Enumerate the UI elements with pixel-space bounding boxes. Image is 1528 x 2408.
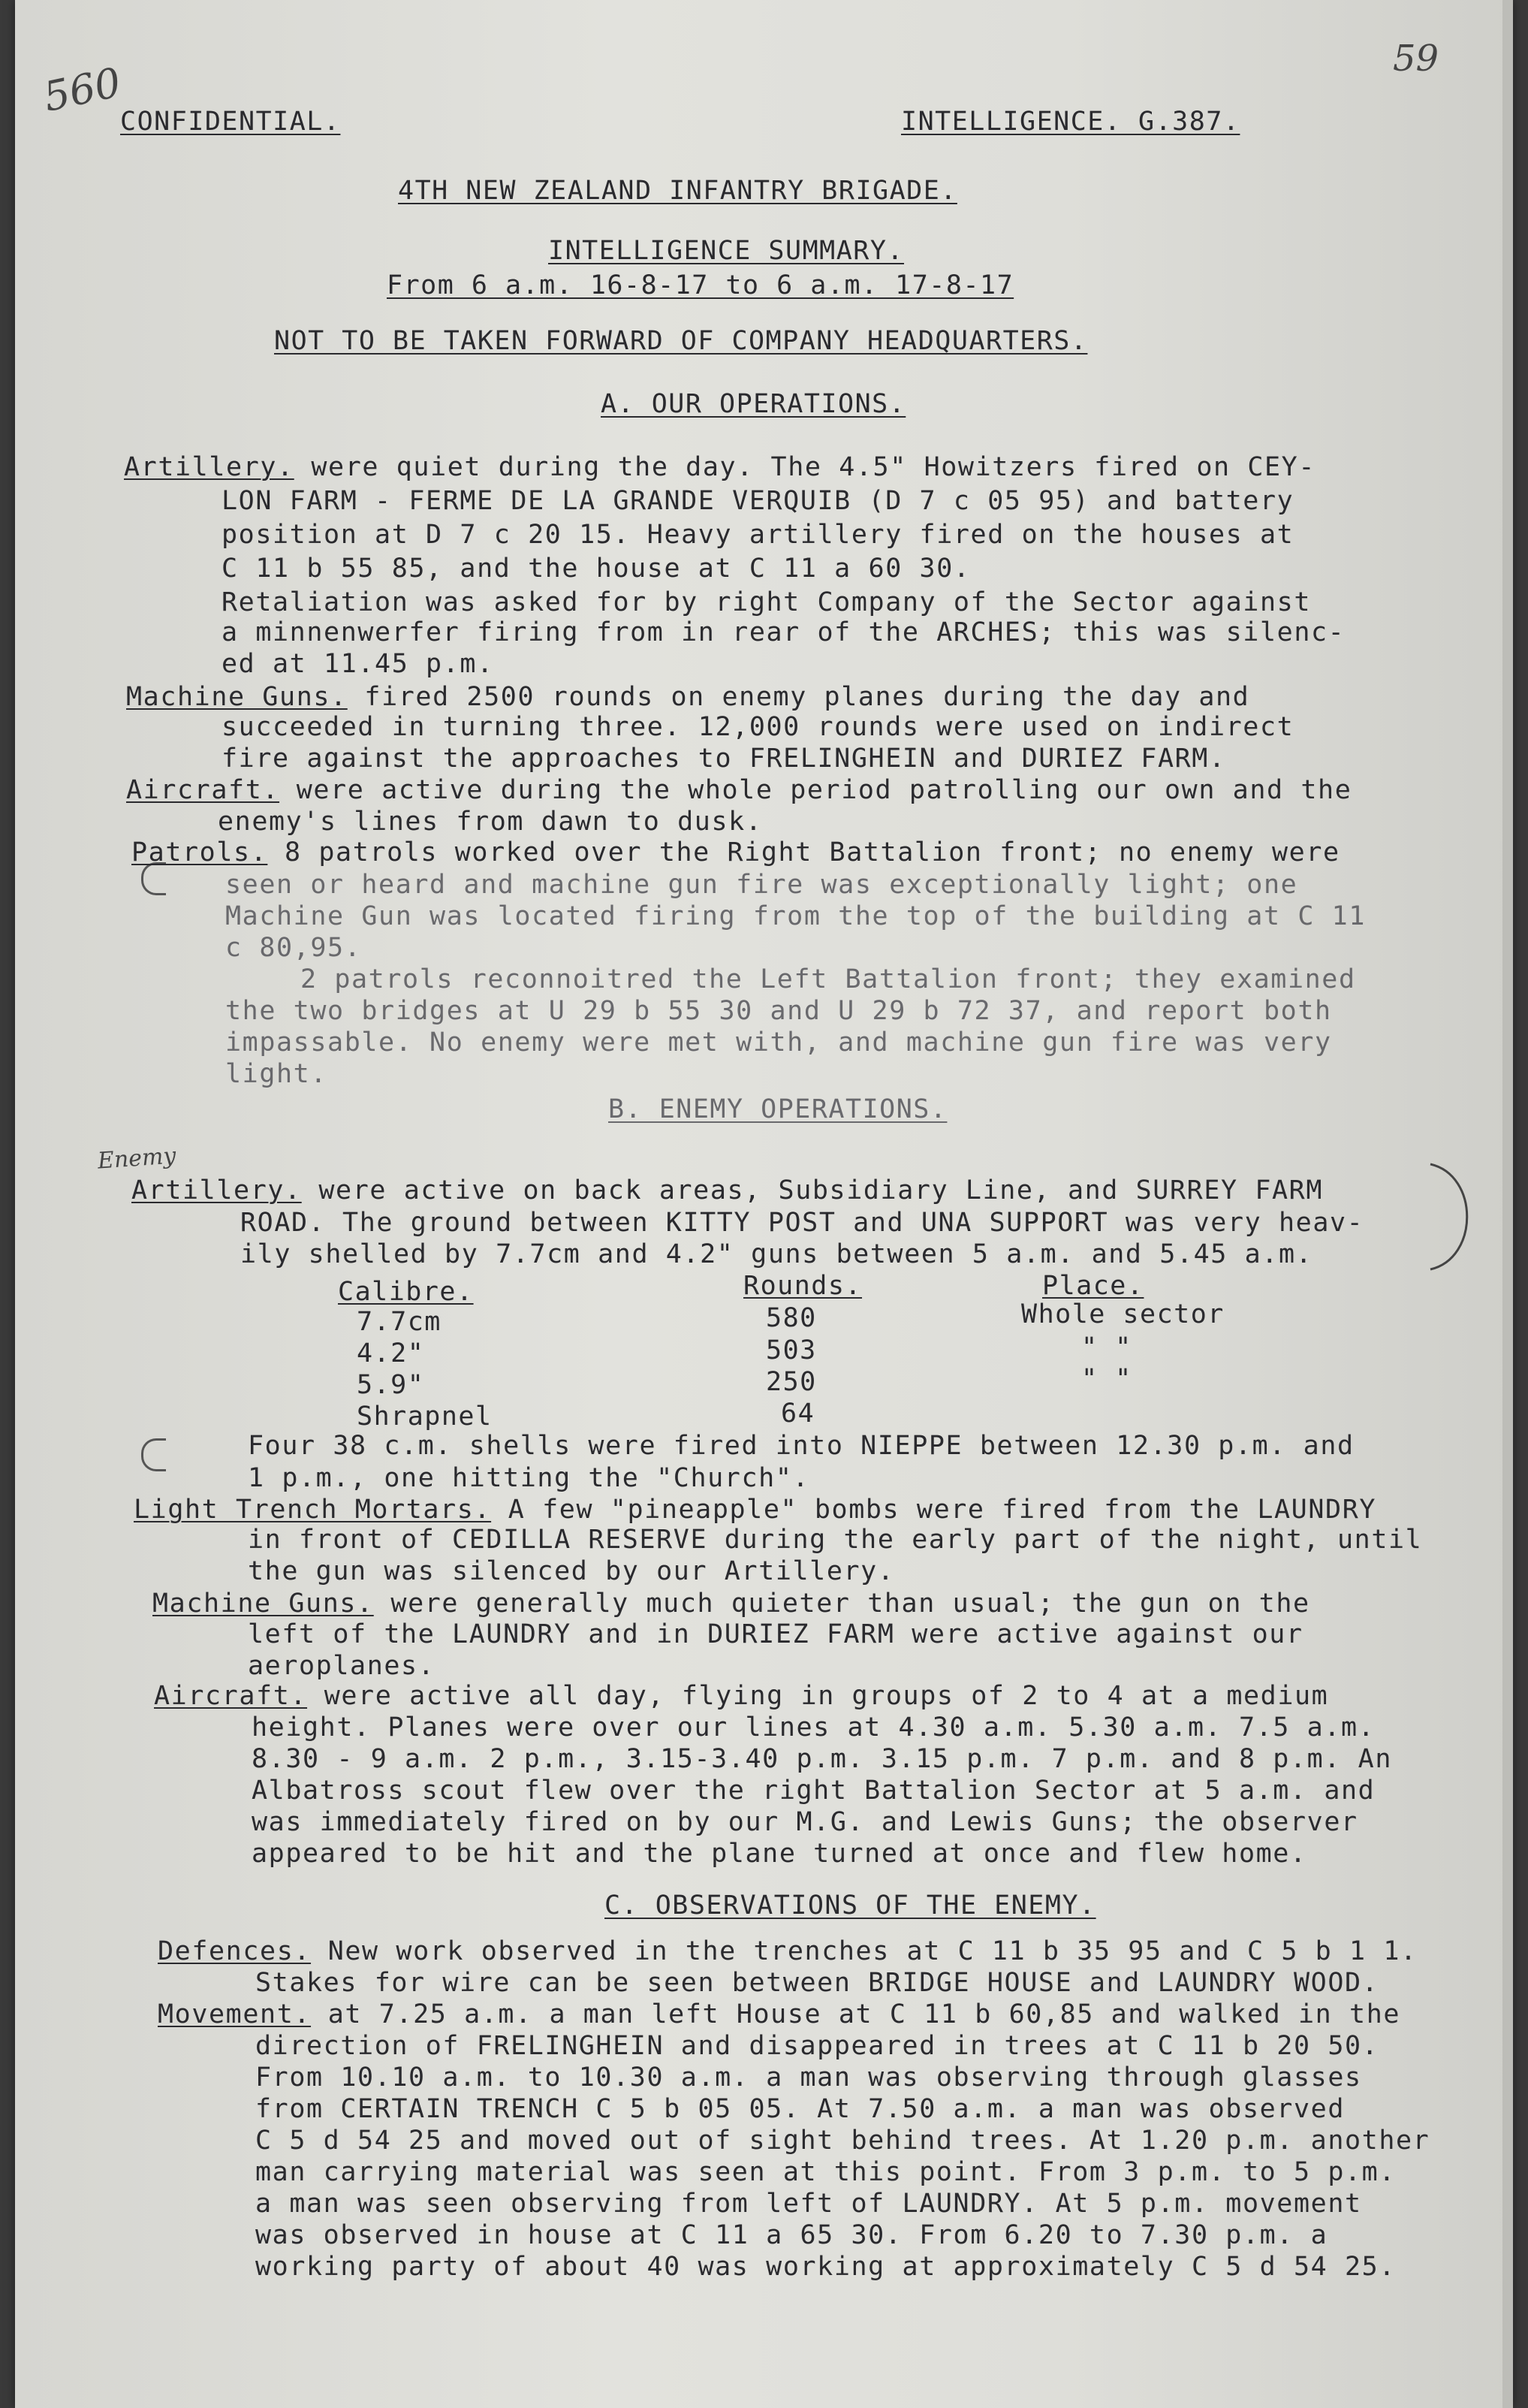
b-aircraft-label: Aircraft. [154,1681,308,1711]
table-cell-rounds: 580 [766,1303,817,1333]
a-patrols-line: c 80,95. [225,933,362,963]
punch-hole-mark [141,1438,166,1471]
table-cell-place: " " [1081,1332,1132,1362]
a-aircraft-label: Aircraft. [126,775,280,805]
b-trench-mortars-line: Light Trench Mortars. A few "pineapple" bombs were fired from the LAUNDRY [134,1495,1377,1525]
a-patrols-label: Patrols. [131,837,268,868]
a-machine-guns-label: Machine Guns. [126,682,348,712]
a-machine-guns-line: Machine Guns. fired 2500 rounds on enemy planes during the day and [126,682,1250,712]
handwritten-margin-note: Enemy [96,1142,177,1175]
a-patrols-line: the two bridges at U 29 b 55 30 and U 29 b 72 37, and report both [225,996,1332,1026]
a-patrols-line: 2 patrols reconnoitred the Left Battalion front; they examined [300,964,1356,994]
b-nieppe-line: 1 p.m., one hitting the "Church". [248,1463,810,1493]
handwritten-page-number-right: 59 [1393,38,1439,80]
summary-title: INTELLIGENCE SUMMARY. [548,236,905,266]
a-machine-guns-line: fire against the approaches to FRELINGHEIN and DURIEZ FARM. [222,744,1226,774]
section-c-heading: C. OBSERVATIONS OF THE ENEMY. [604,1890,1096,1921]
section-b-heading: B. ENEMY OPERATIONS. [608,1094,948,1124]
c-defences-line: Defences. New work observed in the trenches at C 11 b 35 95 and C 5 b 1 1. [158,1936,1418,1966]
c-movement-line: Movement. at 7.25 a.m. a man left House at C 11 b 60,85 and walked in the [158,1999,1401,2029]
document-page [15,0,1513,2408]
pencil-bracket-mark [1427,1160,1479,1273]
a-artillery-line: Artillery. were quiet during the day. The 4.5" Howitzers fired on CEY- [124,452,1316,482]
a-patrols-line: light. [225,1059,328,1089]
table-cell-calibre: 4.2" [357,1338,425,1368]
a-patrols-line: seen or heard and machine gun fire was exceptionally light; one [225,870,1298,900]
reference-number: INTELLIGENCE. G.387. [901,107,1240,137]
c-movement-line: direction of FRELINGHEIN and disappeared in trees at C 11 b 20 50. [255,2031,1379,2061]
c-movement-line: a man was seen observing from left of LAUNDRY. At 5 p.m. movement [255,2189,1362,2219]
b-machine-guns-line: left of the LAUNDRY and in DURIEZ FARM were active against our [248,1619,1303,1649]
c-defences-label: Defences. [158,1936,312,1966]
table-cell-rounds: 503 [766,1335,817,1365]
c-movement-line: from CERTAIN TRENCH C 5 b 05 05. At 7.50 a.m. a man was observed [255,2094,1345,2124]
c-movement-line: man carrying material was seen at this point. From 3 p.m. to 5 p.m. [255,2157,1397,2187]
b-nieppe-line: Four 38 c.m. shells were fired into NIEPPE between 12.30 p.m. and [248,1431,1355,1461]
summary-period: From 6 a.m. 16-8-17 to 6 a.m. 17-8-17 [387,270,1014,300]
page-edge [1502,0,1513,2408]
b-artillery-label: Artillery. [131,1175,302,1206]
handwritten-page-number-left: 560 [39,58,125,122]
section-a-heading: A. OUR OPERATIONS. [601,389,906,419]
table-header-rounds: Rounds. [743,1271,863,1301]
b-artillery-line: Artillery. were active on back areas, Subsidiary Line, and SURREY FARM [131,1175,1324,1206]
a-artillery-line: position at D 7 c 20 15. Heavy artillery fired on the houses at [222,520,1294,550]
a-aircraft-line: Aircraft. were active during the whole period patrolling our own and the [126,775,1352,805]
table-cell-place: " " [1081,1364,1132,1394]
c-movement-line: working party of about 40 was working at approximately C 5 d 54 25. [255,2252,1397,2282]
a-patrols-line: Machine Gun was located firing from the top of the building at C 11 [225,901,1367,931]
c-movement-line: was observed in house at C 11 a 65 30. From 6.20 to 7.30 p.m. a [255,2220,1328,2250]
table-cell-rounds: 250 [766,1367,817,1397]
table-cell-calibre: 7.7cm [357,1307,442,1337]
c-movement-line: From 10.10 a.m. to 10.30 a.m. a man was observing through glasses [255,2062,1362,2093]
b-aircraft-line: was immediately fired on by our M.G. and Lewis Guns; the observer [252,1807,1358,1837]
b-aircraft-line: Aircraft. were active all day, flying in groups of 2 to 4 at a medium [154,1681,1329,1711]
a-patrols-line: impassable. No enemy were met with, and machine gun fire was very [225,1027,1332,1058]
classification-label: CONFIDENTIAL. [120,107,341,137]
a-artillery-line: LON FARM - FERME DE LA GRANDE VERQUIB (D 7 c 05 95) and battery [222,486,1294,516]
table-header-calibre: Calibre. [338,1277,474,1307]
a-artillery-line: a minnenwerfer firing from in rear of the ARCHES; this was silenc- [222,617,1346,647]
table-header-place: Place. [1042,1271,1144,1301]
b-machine-guns-label: Machine Guns. [152,1589,374,1619]
a-artillery-line: C 11 b 55 85, and the house at C 11 a 60 30. [222,554,971,584]
brigade-title: 4TH NEW ZEALAND INFANTRY BRIGADE. [398,176,957,206]
b-trench-mortars-line: the gun was silenced by our Artillery. [248,1556,895,1586]
b-trench-mortars-label: Light Trench Mortars. [134,1495,492,1525]
b-aircraft-line: Albatross scout flew over the right Battalion Sector at 5 a.m. and [252,1776,1376,1806]
table-cell-calibre: Shrapnel [357,1402,493,1432]
a-artillery-label: Artillery. [124,452,294,482]
a-artillery-line: ed at 11.45 p.m. [222,649,494,679]
c-defences-line: Stakes for wire can be seen between BRIDGE HOUSE and LAUNDRY WOOD. [255,1968,1379,1998]
table-cell-place: Whole sector [1021,1299,1225,1329]
b-artillery-line: ROAD. The ground between KITTY POST and UNA SUPPORT was very heav- [240,1208,1364,1238]
c-movement-line: C 5 d 54 25 and moved out of sight behind trees. At 1.20 p.m. another [255,2126,1430,2156]
b-aircraft-line: appeared to be hit and the plane turned at once and flew home. [252,1839,1307,1869]
b-aircraft-line: height. Planes were over our lines at 4.30 a.m. 5.30 a.m. 7.5 a.m. [252,1712,1376,1743]
a-aircraft-line: enemy's lines from dawn to dusk. [218,807,763,837]
restriction-notice: NOT TO BE TAKEN FORWARD OF COMPANY HEADQUARTERS. [274,326,1088,356]
b-artillery-line: ily shelled by 7.7cm and 4.2" guns between 5 a.m. and 5.45 a.m. [240,1239,1313,1269]
c-movement-label: Movement. [158,1999,312,2029]
table-cell-calibre: 5.9" [357,1370,425,1400]
b-trench-mortars-line: in front of CEDILLA RESERVE during the early part of the night, until [248,1525,1423,1555]
table-cell-rounds: 64 [781,1399,815,1429]
b-machine-guns-line: Machine Guns. were generally much quieter than usual; the gun on the [152,1589,1310,1619]
a-patrols-line: Patrols. 8 patrols worked over the Right Battalion front; no enemy were [131,837,1340,868]
b-machine-guns-line: aeroplanes. [248,1651,435,1681]
a-machine-guns-line: succeeded in turning three. 12,000 rounds were used on indirect [222,712,1294,742]
a-artillery-line: Retaliation was asked for by right Company of the Sector against [222,587,1311,617]
b-aircraft-line: 8.30 - 9 a.m. 2 p.m., 3.15-3.40 p.m. 3.15 p.m. 7 p.m. and 8 p.m. An [252,1744,1393,1774]
